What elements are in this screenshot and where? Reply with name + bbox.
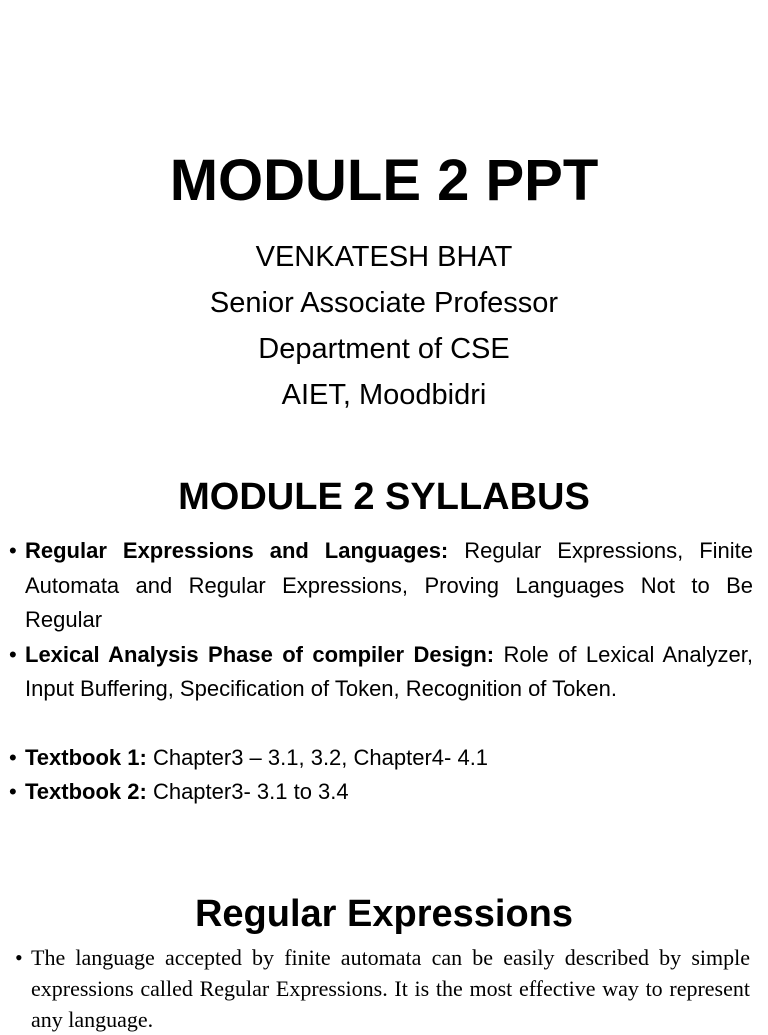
syllabus-item-lexical-analysis [0, 638, 768, 707]
textbook-label: Textbook 2: [25, 779, 147, 804]
syllabus-item-regular-expressions [0, 534, 768, 638]
textbook-chapters: Chapter3 – 3.1, 3.2, Chapter4- 4.1 [146, 744, 489, 770]
regex-list [0, 942, 768, 1035]
textbook-item-1 [0, 741, 768, 776]
regular-expressions-slide [0, 880, 768, 1032]
syllabus-title: MODULE 2 SYLLABUS [178, 476, 590, 518]
author-designation: Senior Associate Professor [209, 287, 559, 319]
author-institution: AIET, Moodbidri [281, 379, 487, 411]
textbook-label: Textbook 1: [25, 744, 147, 770]
textbook-item-2 [0, 775, 768, 810]
syllabus-list [0, 534, 768, 810]
title-slide [0, 0, 768, 455]
textbook-chapters: Chapter3- 3.1 to 3.4 [146, 779, 349, 804]
author-info [0, 234, 768, 418]
syllabus-item-text: Regular Expressions, Finite Automata and Regular Expressions, Proving Languages Not to Be Regular [25, 538, 753, 632]
syllabus-item-label: Regular Expressions and Languages: [25, 538, 449, 563]
author-name: VENKATESH BHAT [255, 241, 513, 273]
syllabus-slide [0, 460, 768, 870]
list-spacer [0, 707, 768, 741]
author-department: Department of CSE [258, 333, 510, 365]
regex-description: • The language accepted by finite automata can be easily described by simple expressions called Regular Expressions. It is the most effective way to represent any language. [0, 942, 768, 1035]
syllabus-item-text: Role of Lexical Analyzer, Input Buffering, Specification of Token, Recognition of Token. [25, 641, 753, 701]
regex-title: Regular Expressions [194, 893, 574, 935]
slide-title: MODULE 2 PPT [169, 148, 599, 213]
syllabus-item-label: Lexical Analysis Phase of compiler Design: [25, 641, 495, 667]
